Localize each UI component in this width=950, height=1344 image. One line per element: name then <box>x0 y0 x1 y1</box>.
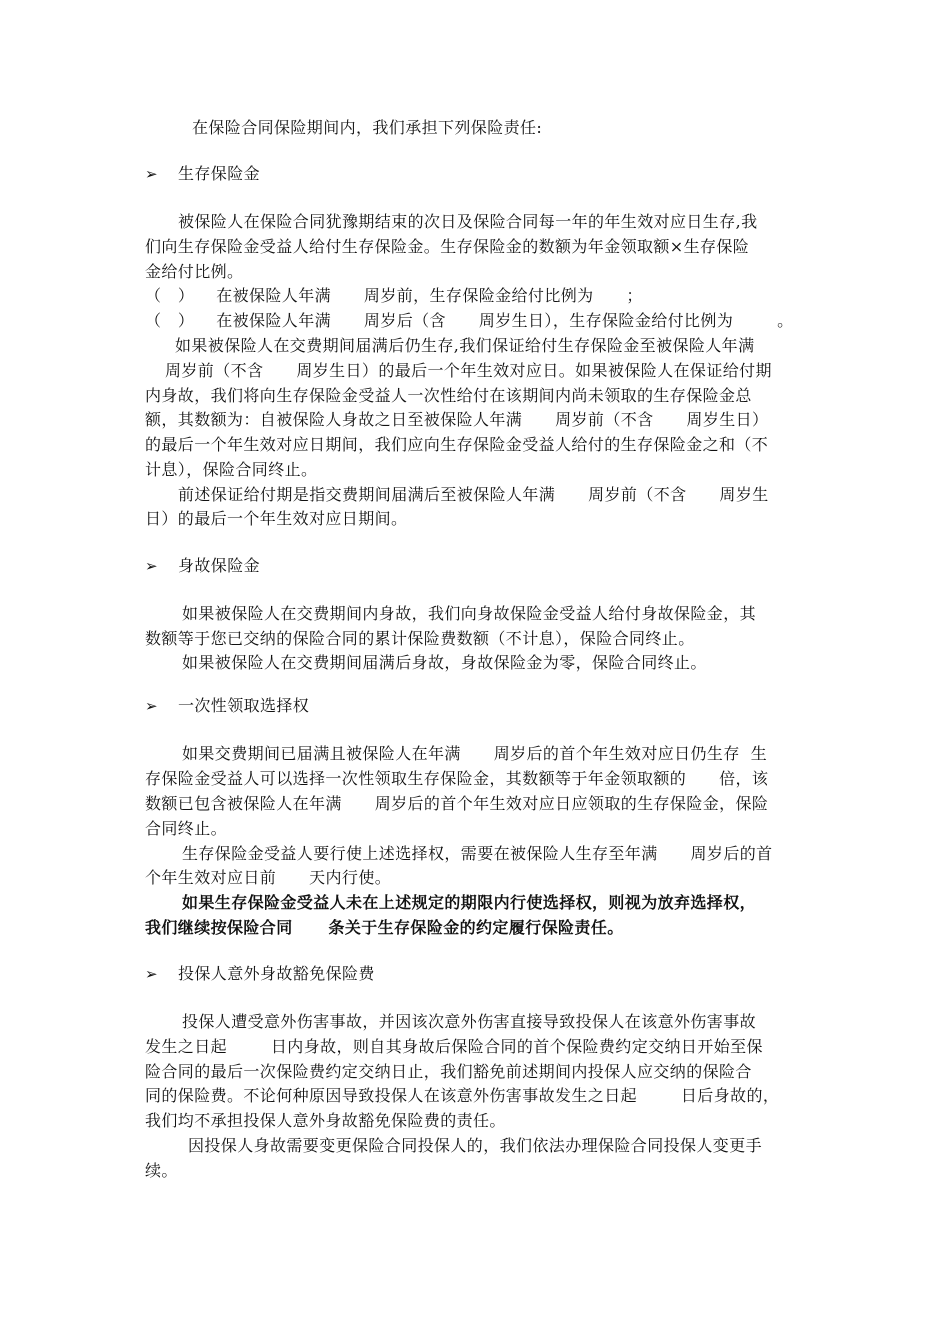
paragraph-line: 如果被保险人在交费期间届满后身故，身故保险金为零，保险合同终止。 <box>182 653 707 672</box>
bullet-arrow-icon: ➢ <box>145 965 158 983</box>
paragraph-line: 如果被保险人在交费期间内身故，我们向身故保险金受益人给付身故保险金，其 <box>182 604 757 623</box>
section-heading-death-benefit: 身故保险金 <box>178 556 261 575</box>
section-heading-premium-waiver: 投保人意外身故豁免保险费 <box>178 964 375 983</box>
paragraph-line: 发生之日起 日内身故，则自其身故后保险合同的首个保险费约定交纳日开始至保 <box>145 1037 763 1056</box>
paragraph-line: 计息），保险合同终止。 <box>145 460 318 479</box>
paragraph-line: 额，其数额为：自被保险人身故之日至被保险人年满 周岁前（不含 周岁生日） <box>145 410 769 429</box>
paragraph-line-bold: 我们继续按保险合同 条关于生存保险金的约定履行保险责任。 <box>145 918 624 937</box>
paragraph-line: 个年生效对应日前 天内行使。 <box>145 868 392 887</box>
paragraph-line: 被保险人在保险合同犹豫期结束的次日及保险合同每一年的年生效对应日生存,我 <box>178 212 758 231</box>
paragraph-line: 内身故，我们将向生存保险金受益人一次性给付在该期间内尚未领取的生存保险金总 <box>145 386 752 405</box>
paragraph-line: 如果被保险人在交费期间届满后仍生存,我们保证给付生存保险金至被保险人年满 <box>175 336 755 355</box>
paragraph-line: 们向生存保险金受益人给付生存保险金。生存保险金的数额为年金领取额×生存保险 <box>145 237 750 256</box>
bullet-arrow-icon: ➢ <box>145 557 158 575</box>
paragraph-line: 生存保险金受益人要行使上述选择权，需要在被保险人生存至年满 周岁后的首 <box>182 844 773 863</box>
paragraph-line: 前述保证给付期是指交费期间届满后至被保险人年满 周岁前（不含 周岁生 <box>178 485 769 504</box>
paragraph-line: 的最后一个年生效对应日期间，我们应向生存保险金受益人给付的生存保险金之和（不 <box>145 435 769 454</box>
paragraph-line: 合同终止。 <box>145 819 228 838</box>
paragraph-line: 金给付比例。 <box>145 262 244 281</box>
paragraph-line: （ ） 在被保险人年满 周岁前，生存保险金给付比例为 ； <box>145 286 643 305</box>
paragraph-line: 周岁前（不含 周岁生日）的最后一个年生效对应日。如果被保险人在保证给付期 <box>165 361 772 380</box>
bullet-arrow-icon: ➢ <box>145 697 158 715</box>
paragraph-line: 因投保人身故需要变更保险合同投保人的，我们依法办理保险合同投保人变更手 <box>188 1136 763 1155</box>
paragraph-line-bold: 如果生存保险金受益人未在上述规定的期限内行使选择权，则视为放弃选择权， <box>182 893 757 912</box>
paragraph-line: （ ） 在被保险人年满 周岁后（含 周岁生日），生存保险金给付比例为 。 <box>145 311 794 330</box>
paragraph-line: 日）的最后一个年生效对应日期间。 <box>145 509 408 528</box>
paragraph-line: 续。 <box>145 1161 178 1180</box>
intro-text: 在保险合同保险期间内，我们承担下列保险责任: <box>192 118 543 137</box>
section-heading-survival-benefit: 生存保险金 <box>178 164 261 183</box>
paragraph-line: 我们均不承担投保人意外身故豁免保险费的责任。 <box>145 1111 506 1130</box>
paragraph-line: 存保险金受益人可以选择一次性领取生存保险金，其数额等于年金领取额的 倍，该 <box>145 769 769 788</box>
paragraph-line: 数额等于您已交纳的保险合同的累计保险费数额（不计息），保险合同终止。 <box>145 629 695 648</box>
section-heading-lump-sum-option: 一次性领取选择权 <box>178 696 310 715</box>
paragraph-line: 如果交费期间已届满且被保险人在年满 周岁后的首个年生效对应日仍生存 生 <box>182 744 768 763</box>
paragraph-line: 同的保险费。不论何种原因导致投保人在该意外伤害事故发生之日起 日后身故的， <box>145 1086 780 1105</box>
paragraph-line: 数额已包含被保险人在年满 周岁后的首个年生效对应日应领取的生存保险金，保险 <box>145 794 769 813</box>
paragraph-line: 投保人遭受意外伤害事故，并因该次意外伤害直接导致投保人在该意外伤害事故 <box>182 1012 757 1031</box>
paragraph-line: 险合同的最后一次保险费约定交纳日止，我们豁免前述期间内投保人应交纳的保险合 <box>145 1062 752 1081</box>
bullet-arrow-icon: ➢ <box>145 165 158 183</box>
